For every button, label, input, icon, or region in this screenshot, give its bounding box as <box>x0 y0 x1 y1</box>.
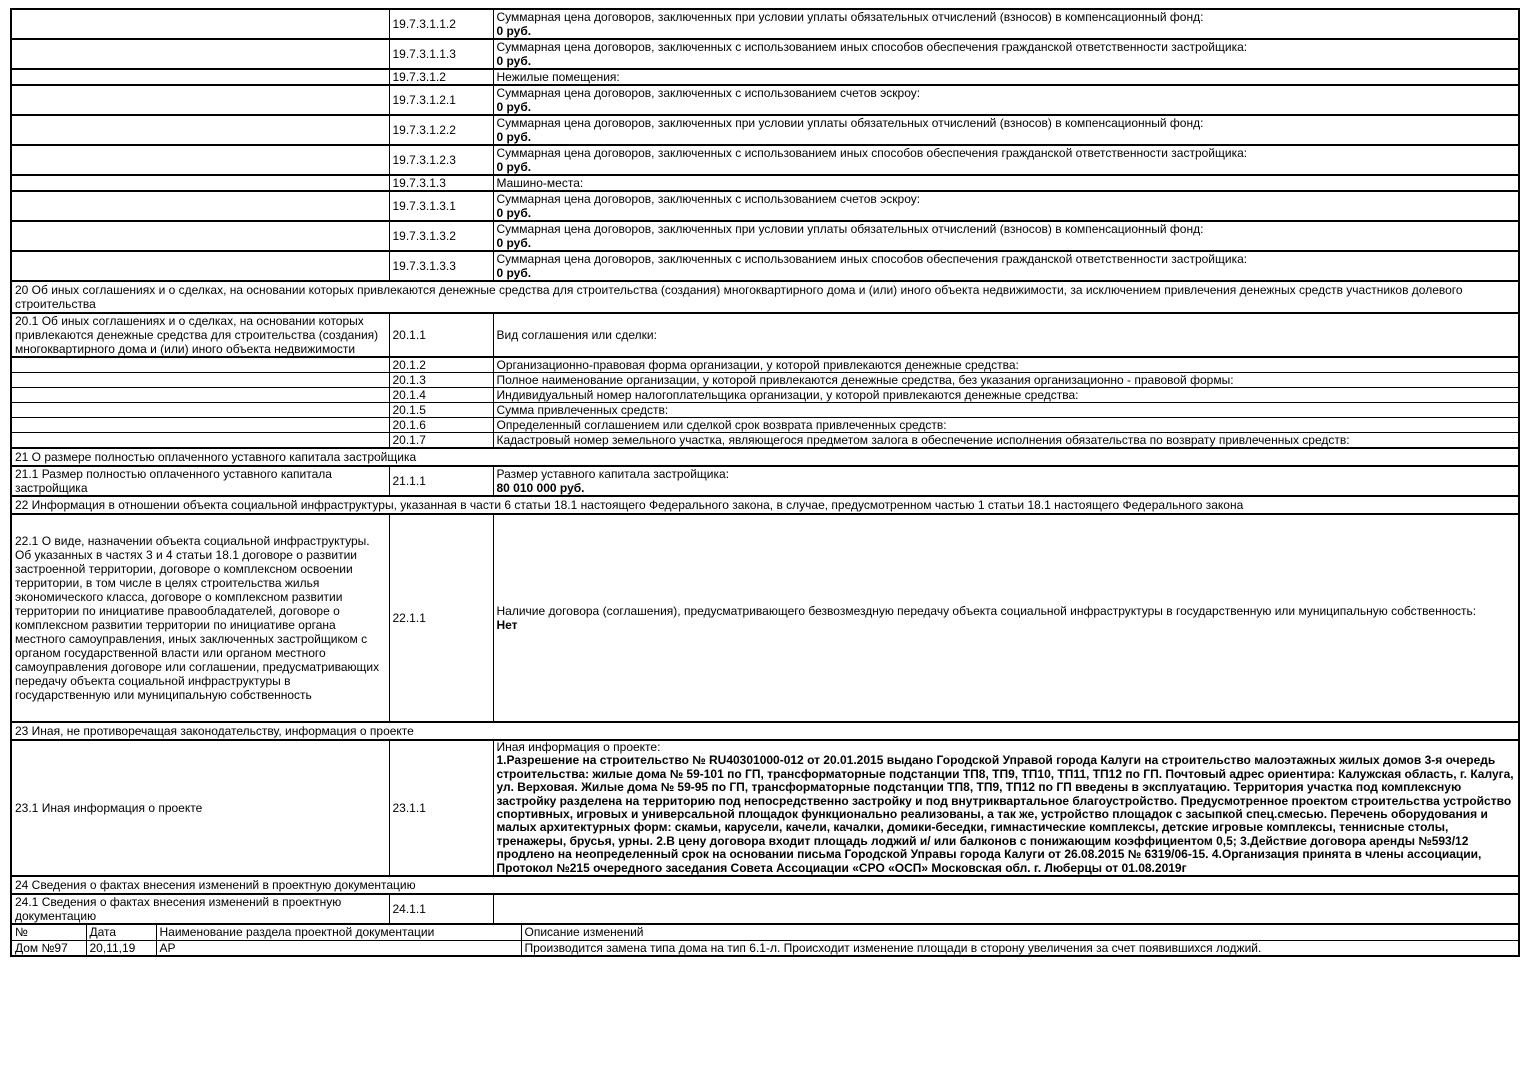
row-text: Суммарная цена договоров, заключенных при условии уплаты обязательных отчислений (взносов) в компенсационный фонд: <box>496 10 1204 24</box>
section-22-header-row <box>11 496 1519 514</box>
table-row <box>11 251 1519 281</box>
table-row <box>11 69 1519 85</box>
table-row <box>11 221 1519 251</box>
section-21-header-row <box>11 448 1519 466</box>
row-label-cell <box>11 9 389 39</box>
changes-table <box>10 923 1520 957</box>
row-content-cell <box>493 251 1519 281</box>
row-content-cell <box>493 85 1519 115</box>
row-code: 19.7.3.1.2.2 <box>389 115 493 145</box>
row-value: 0 руб. <box>496 160 532 174</box>
row-label-cell <box>11 251 389 281</box>
row-label-cell <box>11 433 389 449</box>
row-text: Вид соглашения или сделки: <box>496 328 657 342</box>
row-content-cell <box>493 514 1519 722</box>
row-value: 0 руб. <box>496 266 532 280</box>
row-text: Организационно-правовая форма организации, у которой привлекаются денежные средства: <box>496 358 1019 372</box>
table-row <box>11 175 1519 191</box>
table-row <box>11 514 1519 722</box>
row-text: Суммарная цена договоров, заключенных при условии уплаты обязательных отчислений (взносов) в компенсационный фонд: <box>496 116 1204 130</box>
table-row <box>11 39 1519 69</box>
changes-header-row <box>11 924 1519 940</box>
table-row <box>11 373 1519 388</box>
table-row <box>11 466 1519 496</box>
changes-header-number: № <box>11 924 86 940</box>
row-code: 20.1.1 <box>389 313 493 357</box>
row-code: 20.1.3 <box>389 373 493 388</box>
declaration-table <box>10 8 1520 925</box>
row-content-cell <box>493 388 1519 403</box>
row-label-cell <box>11 373 389 388</box>
row-label-cell <box>11 514 389 722</box>
row-content-cell <box>493 740 1519 876</box>
row-content-cell <box>493 466 1519 496</box>
row-content-cell <box>493 313 1519 357</box>
row-content-cell <box>493 403 1519 418</box>
changes-cell-description: Производится замена типа дома на тип 6.1-л. Происходит изменение площади в сторону увеличения за счет появившихся лоджий. <box>521 940 1519 956</box>
row-code: 19.7.3.1.3 <box>389 175 493 191</box>
row-content-cell <box>493 373 1519 388</box>
row-value: 0 руб. <box>496 206 532 220</box>
section-20-header-row <box>11 281 1519 313</box>
row-code: 19.7.3.1.3.2 <box>389 221 493 251</box>
row-code: 19.7.3.1.1.3 <box>389 39 493 69</box>
row-label-cell <box>11 221 389 251</box>
table-row <box>11 357 1519 373</box>
row-content-cell <box>493 175 1519 191</box>
row-text: Индивидуальный номер налогоплательщика организации, у которой привлекаются денежные средства: <box>496 388 1079 402</box>
row-code: 21.1.1 <box>389 466 493 496</box>
changes-header-description: Описание изменений <box>521 924 1519 940</box>
row-label-cell <box>11 403 389 418</box>
table-row <box>11 115 1519 145</box>
row-code: 19.7.3.1.2 <box>389 69 493 85</box>
row-text: Суммарная цена договоров, заключенных с использованием счетов эскроу: <box>496 192 921 206</box>
row-code: 23.1.1 <box>389 740 493 876</box>
row-text: Кадастровый номер земельного участка, являющегося предметом залога в обеспечение исполнения обязательства по возврату привлеченных средств: <box>496 433 1350 447</box>
section-24-header: 24 Сведения о фактах внесения изменений в проектную документацию <box>11 876 1519 894</box>
row-content-cell <box>493 221 1519 251</box>
row-code: 20.1.4 <box>389 388 493 403</box>
row-code: 22.1.1 <box>389 514 493 722</box>
row-value: 80 010 000 руб. <box>496 481 585 495</box>
row-text: Определенный соглашением или сделкой срок возврата привлеченных средств: <box>496 418 947 432</box>
table-row <box>11 403 1519 418</box>
row-code: 20.1.7 <box>389 433 493 449</box>
section-20-header: 20 Об иных соглашениях и о сделках, на основании которых привлекаются денежные средства для строительства (создания) многоквартирного дома и (или) иного объекта недвижимости, за исключением привлечения денежных средств участников долевого строительства <box>11 281 1519 313</box>
row-text: Размер уставного капитала застройщика: <box>496 467 730 481</box>
row-code: 19.7.3.1.3.3 <box>389 251 493 281</box>
row-label-cell <box>11 85 389 115</box>
row-label-cell <box>11 115 389 145</box>
row-label-cell <box>11 894 389 924</box>
row-content-cell <box>493 894 1519 924</box>
row-label: 20.1 Об иных соглашениях и о сделках, на основании которых привлекаются денежные средства для строительства (создания) многоквартирного дома и (или) иного объекта недвижимости <box>15 314 379 356</box>
changes-data-row <box>11 940 1519 956</box>
row-text: Полное наименование организации, у которой привлекаются денежные средства, без указания организационно - правовой формы: <box>496 373 1234 387</box>
row-content-cell <box>493 145 1519 175</box>
table-row <box>11 740 1519 876</box>
row-label-cell <box>11 145 389 175</box>
section-21-header: 21 О размере полностью оплаченного уставного капитала застройщика <box>11 448 1519 466</box>
row-value: 0 руб. <box>496 130 532 144</box>
row-content-cell <box>493 9 1519 39</box>
table-row <box>11 388 1519 403</box>
row-text: Машино-места: <box>496 176 584 190</box>
row-text: Суммарная цена договоров, заключенных с использованием счетов эскроу: <box>496 86 921 100</box>
row-content-cell <box>493 115 1519 145</box>
row-content-cell <box>493 357 1519 373</box>
row-label-cell <box>11 175 389 191</box>
row-code: 24.1.1 <box>389 894 493 924</box>
section-22-header: 22 Информация в отношении объекта социальной инфраструктуры, указанная в части 6 статьи 18.1 настоящего Федерального закона, в случае, предусмотренном частью 1 статьи 18.1 настоящего Федерального закона <box>11 496 1519 514</box>
row-label-cell <box>11 69 389 85</box>
row-code: 20.1.5 <box>389 403 493 418</box>
row-label: 21.1 Размер полностью оплаченного уставного капитала застройщика <box>15 467 332 495</box>
table-row <box>11 433 1519 449</box>
row-label-cell <box>11 357 389 373</box>
row-label-cell <box>11 313 389 357</box>
changes-cell-number: Дом №97 <box>11 940 86 956</box>
row-text: Нежилые помещения: <box>496 70 620 84</box>
row-text: Суммарная цена договоров, заключенных с использованием иных способов обеспечения гражданской ответственности застройщика: <box>496 252 1248 266</box>
section-24-header-row <box>11 876 1519 894</box>
row-content-cell <box>493 418 1519 433</box>
row-label-cell <box>11 740 389 876</box>
row-label-cell <box>11 418 389 433</box>
row-label-cell <box>11 191 389 221</box>
section-23-header: 23 Иная, не противоречащая законодательству, информация о проекте <box>11 722 1519 740</box>
row-text: Сумма привлеченных средств: <box>496 403 669 417</box>
row-code: 19.7.3.1.2.3 <box>389 145 493 175</box>
row-value: 0 руб. <box>496 100 532 114</box>
row-code: 20.1.2 <box>389 357 493 373</box>
section-23-header-row <box>11 722 1519 740</box>
row-code: 19.7.3.1.1.2 <box>389 9 493 39</box>
row-label: 24.1 Сведения о фактах внесения изменений в проектную документацию <box>15 895 342 924</box>
changes-cell-date: 20,11,19 <box>86 940 156 956</box>
row-content-cell <box>493 191 1519 221</box>
changes-cell-section: АР <box>156 940 521 956</box>
table-row <box>11 145 1519 175</box>
row-value: 1.Разрешение на строительство № RU40301000-012 от 20.01.2015 выдано Городской Управой города Калуги на строительство малоэтажных жилых домов 3-я очередь строительства: жилые дома № 59-101 по ГП, трансформаторные подстанции ТП8, ТП9, ТП10, ТП11, ТП12 по ГП. Почтовый адрес ориентира: Калужская область, г. Калуга, ул. Верховая. Жилые дома № 59-95 по ГП, трансформаторные подстанции ТП8, ТП9, ТП12 по ГП введены в эксплуатацию. Территория участка под комплексную застройку разделена на территорию под непосредственно застройку и под внутриквартальное благоустройство. Предусмотренное проектом строительства устройство спортивных, игровых и универсальной площадок функционально реализованы, а так же, устройство площадок с засыпкой спец.смесью. Перечень оборудования и малых архитектурных форм: скамьи, карусели, качели, качалки, домики-беседки, гимнастические комплексы, детские игровые комплексы, теннисные столы, тренажеры, брусья, урны. 2.В цену договора входит площадь лоджий и/ или балконов с понижающим коэффициентом 0,5; 3.Действие договора аренды №593/12 продлено на неопределенный срок на основании письма Городской Управы города Калуги от 26.08.2015 № 6319/06-15. 4.Организация принята в члены ассоциации, Протокол №215 очередного заседания Совета Ассоциации «СРО «ОСП» Московская обл. г. Люберцы от 01.08.2019г <box>496 753 1514 875</box>
row-value: 0 руб. <box>496 236 532 250</box>
row-label-cell <box>11 388 389 403</box>
row-code: 20.1.6 <box>389 418 493 433</box>
row-code: 19.7.3.1.2.1 <box>389 85 493 115</box>
row-text: Наличие договора (соглашения), предусматривающего безвозмездную передачу объекта социальной инфраструктуры в государственную или муниципальную собственность: <box>496 604 1477 618</box>
row-label-cell <box>11 466 389 496</box>
table-row <box>11 9 1519 39</box>
table-row <box>11 894 1519 924</box>
row-value: 0 руб. <box>496 54 532 68</box>
row-text: Суммарная цена договоров, заключенных при условии уплаты обязательных отчислений (взносов) в компенсационный фонд: <box>496 222 1204 236</box>
row-content-cell <box>493 69 1519 85</box>
row-label-cell <box>11 39 389 69</box>
row-content-cell <box>493 39 1519 69</box>
row-label: 23.1 Иная информация о проекте <box>15 801 203 816</box>
table-row <box>11 85 1519 115</box>
row-value: 0 руб. <box>496 24 532 38</box>
row-content-cell <box>493 433 1519 449</box>
changes-header-date: Дата <box>86 924 156 940</box>
table-row <box>11 418 1519 433</box>
row-text: Суммарная цена договоров, заключенных с использованием иных способов обеспечения гражданской ответственности застройщика: <box>496 146 1248 160</box>
row-text: Суммарная цена договоров, заключенных с использованием иных способов обеспечения гражданской ответственности застройщика: <box>496 40 1248 54</box>
row-value: Нет <box>496 618 518 632</box>
changes-header-section: Наименование раздела проектной документации <box>156 924 521 940</box>
table-row <box>11 313 1519 357</box>
row-label: 22.1 О виде, назначении объекта социальной инфраструктуры. Об указанных в частях 3 и 4 статьи 18.1 договоре о развитии застроенной территории, договоре о комплексном освоении территории, в том числе в целях строительства жилья экономического класса, договоре о комплексном развитии территории по инициативе правообладателей, договоре о комплексном развитии территории по инициативе органа местного самоуправления, иных заключенных застройщиком с органом государственной власти или органом местного самоуправления договоре или соглашении, предусматривающих передачу объекта социальной инфраструктуры в государственную или муниципальную собственность <box>15 534 380 702</box>
table-row <box>11 191 1519 221</box>
row-code: 19.7.3.1.3.1 <box>389 191 493 221</box>
row-text: Иная информация о проекте: <box>496 740 661 754</box>
